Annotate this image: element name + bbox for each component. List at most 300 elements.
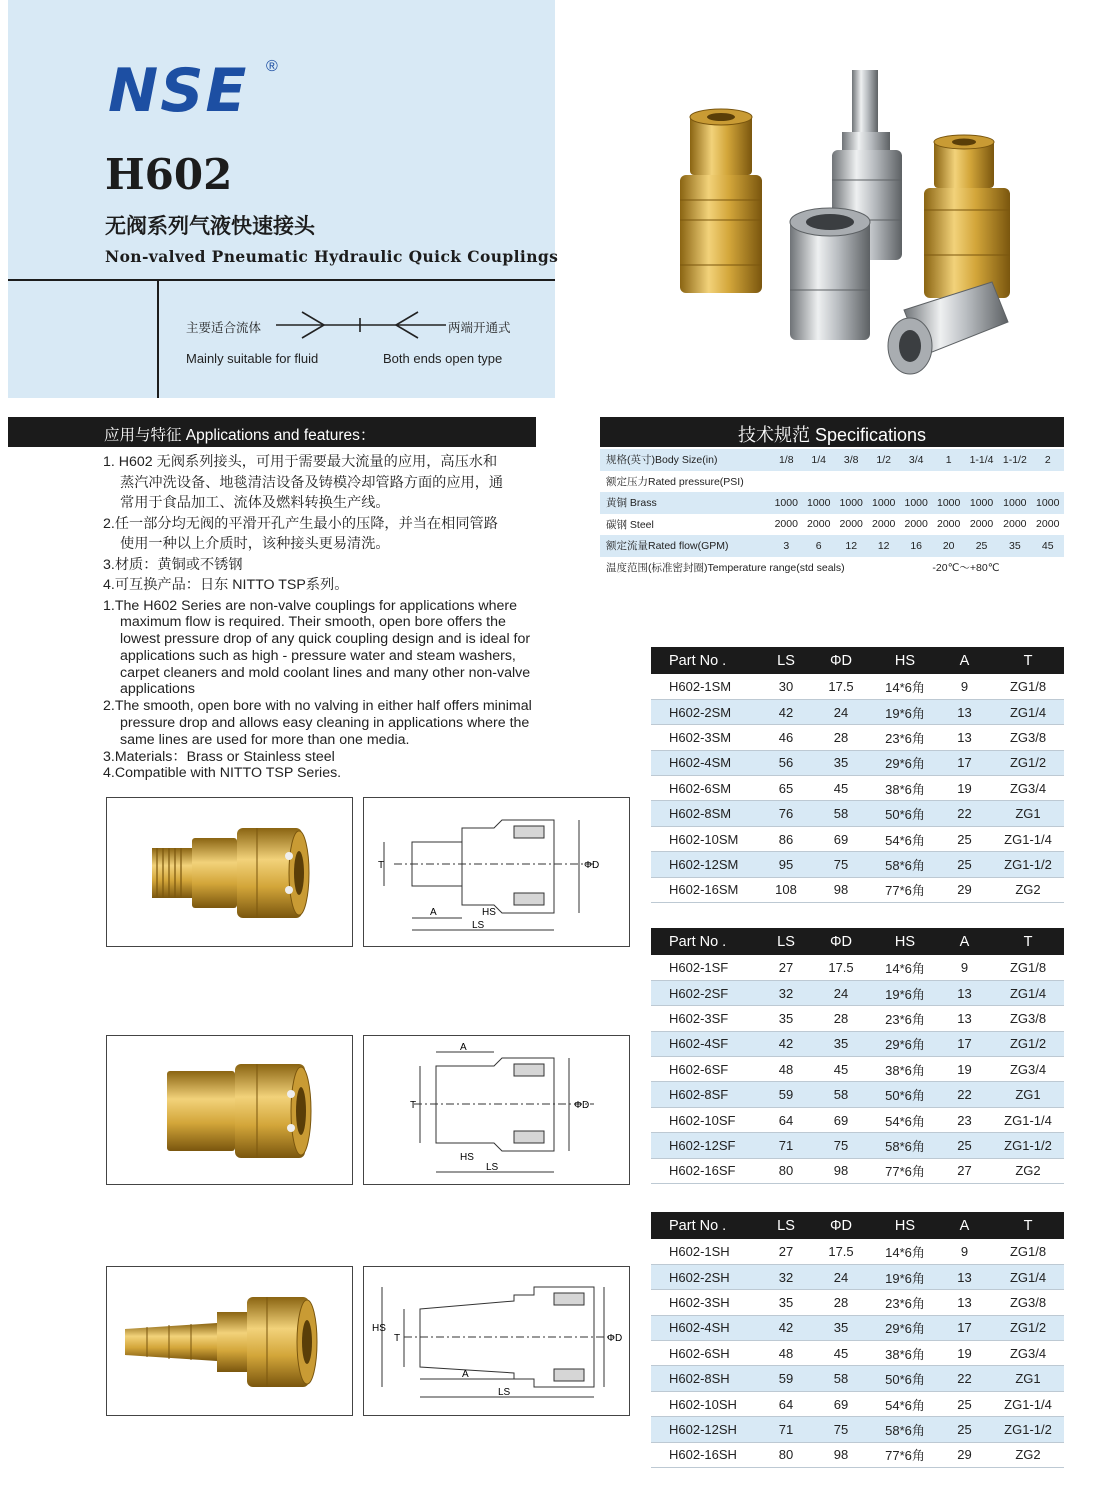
header-vertical-divider <box>157 281 159 398</box>
cell-ls: 42 <box>763 1031 809 1056</box>
spec-cell: 1/4 <box>802 449 834 471</box>
cell-ls: 71 <box>763 1133 809 1158</box>
dim-label-hs: HS <box>482 907 496 918</box>
table-row <box>651 1057 1064 1082</box>
cell-part-no: H602-3SF <box>651 1006 763 1031</box>
cell-hs: 19*6角 <box>873 699 937 724</box>
spec-label: 碳钢 Steel <box>600 514 770 536</box>
cell-t: ZG3/4 <box>992 1341 1064 1366</box>
cell-a: 13 <box>937 1290 992 1315</box>
cell-part-no: H602-3SM <box>651 725 763 750</box>
table-row <box>651 801 1064 826</box>
app-en-2-line1: 2.The smooth, open bore with no valving in either half offers minimal <box>103 698 532 715</box>
table-row <box>651 1366 1064 1391</box>
spec-cell: 1000 <box>932 492 964 514</box>
cell-ls: 30 <box>763 674 809 699</box>
product-photo <box>672 60 1052 390</box>
cell-a: 19 <box>937 1057 992 1082</box>
cell-a: 9 <box>937 955 992 980</box>
dim-label-t: T <box>394 1333 401 1344</box>
cell-hs: 14*6角 <box>873 955 937 980</box>
app-en-1-line1: 1.The H602 Series are non-valve couplings for applications where <box>103 597 518 614</box>
col-d: ΦD <box>809 647 873 674</box>
cell-t: ZG1 <box>992 1366 1064 1391</box>
spec-cell: 2000 <box>1031 514 1064 536</box>
fluid-label-en: Mainly suitable for fluid <box>186 351 319 366</box>
part-table-header <box>651 1212 1064 1239</box>
cell-d: 35 <box>809 1315 873 1340</box>
cell-ls: 108 <box>763 877 809 902</box>
cell-a: 29 <box>937 1442 992 1467</box>
col-part-no: Part No . <box>651 928 763 955</box>
app-en-3: 3.Materials：Brass or Stainless steel <box>103 748 335 765</box>
table-row <box>651 1031 1064 1056</box>
cell-t: ZG1-1/2 <box>992 1417 1064 1442</box>
cell-d: 75 <box>809 1133 873 1158</box>
cell-t: ZG1/2 <box>992 750 1064 775</box>
cell-part-no: H602-12SH <box>651 1417 763 1442</box>
table-row <box>651 955 1064 980</box>
cell-hs: 58*6角 <box>873 1133 937 1158</box>
cell-t: ZG3/8 <box>992 725 1064 750</box>
cell-d: 35 <box>809 1031 873 1056</box>
cell-a: 29 <box>937 877 992 902</box>
cell-part-no: H602-6SH <box>651 1341 763 1366</box>
cell-t: ZG3/4 <box>992 1057 1064 1082</box>
cell-ls: 64 <box>763 1107 809 1132</box>
table-row <box>651 980 1064 1005</box>
cell-ls: 64 <box>763 1391 809 1416</box>
col-a: A <box>937 647 992 674</box>
cell-ls: 35 <box>763 1006 809 1031</box>
table-row <box>651 826 1064 851</box>
drawing-sf <box>363 1035 630 1185</box>
dim-label-t: T <box>378 860 385 871</box>
cell-part-no: H602-10SM <box>651 826 763 851</box>
cell-a: 13 <box>937 1264 992 1289</box>
part-table-header <box>651 928 1064 955</box>
cell-ls: 76 <box>763 801 809 826</box>
cell-a: 19 <box>937 776 992 801</box>
spec-row-brass <box>600 492 1064 514</box>
cell-ls: 80 <box>763 1442 809 1467</box>
cell-a: 13 <box>937 980 992 1005</box>
spec-cell: 1/2 <box>867 449 899 471</box>
cell-a: 25 <box>937 1391 992 1416</box>
spec-cell: 2000 <box>835 514 867 536</box>
photo-sm <box>106 797 353 947</box>
cell-a: 25 <box>937 1417 992 1442</box>
spec-temperature-value: -20℃～+80℃ <box>932 557 1064 579</box>
cell-t: ZG1/4 <box>992 699 1064 724</box>
cell-d: 17.5 <box>809 1239 873 1264</box>
table-row <box>651 1239 1064 1264</box>
cell-ls: 48 <box>763 1341 809 1366</box>
app-en-1-line5: carpet cleaners and mold coolant lines and many other non-valve <box>120 664 531 681</box>
spec-cell: 2000 <box>802 514 834 536</box>
spec-cell: 3 <box>770 535 802 557</box>
cell-ls: 65 <box>763 776 809 801</box>
spec-cell: 6 <box>802 535 834 557</box>
table-row <box>651 1315 1064 1340</box>
cell-hs: 29*6角 <box>873 750 937 775</box>
applications-heading: 应用与特征 Applications and features： <box>8 417 536 447</box>
brand-logo: NSE <box>108 56 249 126</box>
cell-a: 17 <box>937 750 992 775</box>
spec-cell: 2000 <box>932 514 964 536</box>
cell-ls: 95 <box>763 852 809 877</box>
part-table-sm <box>651 647 1064 903</box>
app-en-1-line2: maximum flow is required. Their smooth, open bore offers the <box>120 614 506 631</box>
cell-part-no: H602-10SH <box>651 1391 763 1416</box>
col-d: ΦD <box>809 1212 873 1239</box>
spec-cell: 20 <box>932 535 964 557</box>
col-ls: LS <box>763 647 809 674</box>
drawing-sh <box>363 1266 630 1416</box>
cell-part-no: H602-2SM <box>651 699 763 724</box>
spec-cell: 25 <box>965 535 998 557</box>
col-hs: HS <box>873 1212 937 1239</box>
app-cn-2-line1: 2.任一部分均无阀的平滑开孔产生最小的压降，并当在相同管路 <box>103 515 498 532</box>
app-cn-4: 4.可互换产品：日东 NITTO TSP系列。 <box>103 577 349 593</box>
cell-hs: 77*6角 <box>873 877 937 902</box>
cell-part-no: H602-2SF <box>651 980 763 1005</box>
dim-label-a: A <box>430 907 437 918</box>
cell-t: ZG1-1/4 <box>992 1107 1064 1132</box>
cell-a: 13 <box>937 725 992 750</box>
col-part-no: Part No . <box>651 647 763 674</box>
dim-label-hs: HS <box>372 1323 386 1334</box>
table-row <box>651 1264 1064 1289</box>
cell-a: 25 <box>937 826 992 851</box>
spec-label: 黄铜 Brass <box>600 492 770 514</box>
cell-a: 22 <box>937 1366 992 1391</box>
dim-label-ls: LS <box>472 920 485 931</box>
cell-d: 69 <box>809 826 873 851</box>
dim-label-t: T <box>410 1100 417 1111</box>
cell-t: ZG1 <box>992 801 1064 826</box>
cell-hs: 54*6角 <box>873 1107 937 1132</box>
dim-label-d: ΦD <box>574 1100 590 1111</box>
photo-sf <box>106 1035 353 1185</box>
cell-t: ZG1-1/4 <box>992 826 1064 851</box>
col-a: A <box>937 928 992 955</box>
table-row <box>651 1442 1064 1467</box>
cell-hs: 19*6角 <box>873 980 937 1005</box>
header-divider <box>8 279 555 281</box>
cell-hs: 14*6角 <box>873 1239 937 1264</box>
cell-part-no: H602-8SH <box>651 1366 763 1391</box>
cell-a: 23 <box>937 1107 992 1132</box>
cell-hs: 38*6角 <box>873 1341 937 1366</box>
spec-cell: 3/4 <box>900 449 932 471</box>
app-cn-1-line3: 常用于食品加工、流体及燃料转换生产线。 <box>120 495 390 511</box>
table-row <box>651 1158 1064 1183</box>
cell-hs: 23*6角 <box>873 1290 937 1315</box>
spec-cell: 12 <box>835 535 867 557</box>
registered-mark: ® <box>266 58 278 75</box>
spec-cell: 1000 <box>998 492 1031 514</box>
col-t: T <box>992 1212 1064 1239</box>
cell-part-no: H602-16SF <box>651 1158 763 1183</box>
col-hs: HS <box>873 647 937 674</box>
cell-a: 25 <box>937 852 992 877</box>
cell-t: ZG1-1/2 <box>992 1133 1064 1158</box>
app-cn-2-line2: 使用一种以上介质时，该种接头更易清洗。 <box>120 536 390 552</box>
cell-hs: 38*6角 <box>873 1057 937 1082</box>
dim-label-a: A <box>462 1369 469 1380</box>
app-en-2-line3: same lines are used for more than one media. <box>120 731 410 748</box>
cell-ls: 46 <box>763 725 809 750</box>
app-cn-3: 3.材质：黄铜或不锈钢 <box>103 556 243 573</box>
spec-cell: 1000 <box>900 492 932 514</box>
spec-cell: 1000 <box>770 492 802 514</box>
cell-part-no: H602-4SH <box>651 1315 763 1340</box>
cell-hs: 50*6角 <box>873 801 937 826</box>
dim-label-d: ΦD <box>584 860 600 871</box>
cell-hs: 38*6角 <box>873 776 937 801</box>
cell-ls: 35 <box>763 1290 809 1315</box>
cell-a: 19 <box>937 1341 992 1366</box>
spec-cell: 1 <box>932 449 964 471</box>
cell-a: 22 <box>937 1082 992 1107</box>
product-title-cn: 无阀系列气液快速接头 <box>105 213 315 238</box>
cell-d: 45 <box>809 1057 873 1082</box>
product-title-en: Non-valved Pneumatic Hydraulic Quick Couplings <box>105 247 559 266</box>
cell-d: 17.5 <box>809 674 873 699</box>
dim-label-d: ΦD <box>607 1333 623 1344</box>
app-en-1-line3: lowest pressure drop of any quick coupling design and is ideal for <box>120 631 531 648</box>
spec-cell: 2000 <box>965 514 998 536</box>
app-en-4: 4.Compatible with NITTO TSP Series. <box>103 765 342 782</box>
cell-a: 13 <box>937 1006 992 1031</box>
spec-cell: 1000 <box>1031 492 1064 514</box>
col-t: T <box>992 647 1064 674</box>
spec-label: 额定流量Rated flow(GPM) <box>600 535 770 557</box>
cell-part-no: H602-6SF <box>651 1057 763 1082</box>
cell-part-no: H602-12SM <box>651 852 763 877</box>
cell-d: 69 <box>809 1391 873 1416</box>
cell-part-no: H602-1SF <box>651 955 763 980</box>
spec-label: 额定压力Rated pressure(PSI) <box>600 471 1064 493</box>
col-hs: HS <box>873 928 937 955</box>
cell-t: ZG3/4 <box>992 776 1064 801</box>
cell-d: 98 <box>809 877 873 902</box>
cell-t: ZG1/8 <box>992 955 1064 980</box>
cell-t: ZG1/8 <box>992 1239 1064 1264</box>
open-type-symbol-icon <box>276 308 446 344</box>
cell-d: 35 <box>809 750 873 775</box>
cell-d: 58 <box>809 1082 873 1107</box>
photo-sh <box>106 1266 353 1416</box>
cell-hs: 29*6角 <box>873 1315 937 1340</box>
cell-part-no: H602-1SH <box>651 1239 763 1264</box>
app-en-1-line4: applications such as high - pressure water and steam washers, <box>120 647 516 664</box>
cell-hs: 23*6角 <box>873 725 937 750</box>
table-row <box>651 1006 1064 1031</box>
cell-ls: 42 <box>763 699 809 724</box>
cell-d: 58 <box>809 1366 873 1391</box>
spec-row-flow <box>600 535 1064 557</box>
drawing-sm <box>363 797 630 947</box>
part-table-sh <box>651 1212 1064 1468</box>
brass-coupling-hose-barb-icon <box>107 1267 354 1417</box>
specifications-heading: 技术规范 Specifications <box>600 417 1064 447</box>
col-ls: LS <box>763 1212 809 1239</box>
cell-hs: 58*6角 <box>873 852 937 877</box>
cell-ls: 86 <box>763 826 809 851</box>
cell-hs: 29*6角 <box>873 1031 937 1056</box>
dim-label-ls: LS <box>486 1162 499 1173</box>
cell-part-no: H602-8SM <box>651 801 763 826</box>
cell-t: ZG2 <box>992 1158 1064 1183</box>
open-type-label-cn: 两端开通式 <box>448 321 511 335</box>
cell-d: 28 <box>809 1006 873 1031</box>
cell-ls: 80 <box>763 1158 809 1183</box>
cell-d: 17.5 <box>809 955 873 980</box>
cell-d: 45 <box>809 1341 873 1366</box>
spec-cell: 1000 <box>835 492 867 514</box>
cell-hs: 77*6角 <box>873 1158 937 1183</box>
cell-d: 24 <box>809 980 873 1005</box>
cell-ls: 27 <box>763 955 809 980</box>
cell-ls: 59 <box>763 1366 809 1391</box>
cell-a: 17 <box>937 1031 992 1056</box>
spec-row-size <box>600 449 1064 471</box>
cell-part-no: H602-16SH <box>651 1442 763 1467</box>
spec-cell: 35 <box>998 535 1031 557</box>
table-row <box>651 750 1064 775</box>
cell-part-no: H602-4SM <box>651 750 763 775</box>
spec-cell: 2000 <box>900 514 932 536</box>
applications-text <box>103 452 608 782</box>
spec-cell: 2000 <box>770 514 802 536</box>
brass-coupling-male-thread-icon <box>107 798 354 948</box>
spec-cell: 2000 <box>867 514 899 536</box>
cell-part-no: H602-1SM <box>651 674 763 699</box>
spec-cell: 45 <box>1031 535 1064 557</box>
cell-ls: 56 <box>763 750 809 775</box>
cell-ls: 48 <box>763 1057 809 1082</box>
cell-d: 24 <box>809 1264 873 1289</box>
table-row <box>651 699 1064 724</box>
cell-a: 22 <box>937 801 992 826</box>
dim-label-ls: LS <box>498 1387 511 1398</box>
cell-ls: 27 <box>763 1239 809 1264</box>
table-row <box>651 1391 1064 1416</box>
cell-part-no: H602-2SH <box>651 1264 763 1289</box>
cell-t: ZG3/8 <box>992 1290 1064 1315</box>
cell-hs: 54*6角 <box>873 826 937 851</box>
cell-part-no: H602-12SF <box>651 1133 763 1158</box>
dim-label-a: A <box>460 1042 467 1053</box>
cell-part-no: H602-8SF <box>651 1082 763 1107</box>
cell-ls: 42 <box>763 1315 809 1340</box>
specifications-table <box>600 449 1064 578</box>
app-en-2-line2: pressure drop and allows easy cleaning in applications where the <box>120 715 530 732</box>
spec-cell: 2000 <box>998 514 1031 536</box>
table-row <box>651 725 1064 750</box>
cell-d: 98 <box>809 1158 873 1183</box>
cell-d: 24 <box>809 699 873 724</box>
cell-hs: 58*6角 <box>873 1417 937 1442</box>
cell-a: 9 <box>937 1239 992 1264</box>
cell-d: 75 <box>809 852 873 877</box>
table-row <box>651 877 1064 902</box>
cell-t: ZG1/2 <box>992 1031 1064 1056</box>
cell-hs: 77*6角 <box>873 1442 937 1467</box>
col-a: A <box>937 1212 992 1239</box>
col-t: T <box>992 928 1064 955</box>
spec-cell: 1000 <box>802 492 834 514</box>
cell-t: ZG1/8 <box>992 674 1064 699</box>
cell-a: 25 <box>937 1133 992 1158</box>
spec-row-pressure <box>600 471 1064 493</box>
spec-cell: 1000 <box>867 492 899 514</box>
spec-cell: 1000 <box>965 492 998 514</box>
cell-hs: 54*6角 <box>873 1391 937 1416</box>
cell-part-no: H602-4SF <box>651 1031 763 1056</box>
table-row <box>651 852 1064 877</box>
part-table-sf <box>651 928 1064 1184</box>
app-cn-1-line1: 1. H602 无阀系列接头，可用于需要最大流量的应用，高压水和 <box>103 454 498 470</box>
fluid-label-cn: 主要适合流体 <box>186 321 262 335</box>
cell-t: ZG3/8 <box>992 1006 1064 1031</box>
spec-row-steel <box>600 514 1064 536</box>
cell-ls: 59 <box>763 1082 809 1107</box>
table-row <box>651 1290 1064 1315</box>
open-type-label-en: Both ends open type <box>383 351 503 366</box>
cell-t: ZG1/4 <box>992 1264 1064 1289</box>
cell-ls: 71 <box>763 1417 809 1442</box>
cell-t: ZG1-1/4 <box>992 1391 1064 1416</box>
cell-hs: 50*6角 <box>873 1082 937 1107</box>
spec-cell: 1-1/4 <box>965 449 998 471</box>
brass-coupling-female-thread-icon <box>107 1036 354 1186</box>
spec-cell: 1-1/2 <box>998 449 1031 471</box>
cell-d: 28 <box>809 1290 873 1315</box>
table-row <box>651 1082 1064 1107</box>
col-d: ΦD <box>809 928 873 955</box>
cell-d: 75 <box>809 1417 873 1442</box>
cell-hs: 14*6角 <box>873 674 937 699</box>
cell-d: 98 <box>809 1442 873 1467</box>
cell-d: 58 <box>809 801 873 826</box>
cell-hs: 50*6角 <box>873 1366 937 1391</box>
spec-cell: 1/8 <box>770 449 802 471</box>
spec-row-temperature <box>600 557 1064 579</box>
col-part-no: Part No . <box>651 1212 763 1239</box>
spec-label: 温度范围(标准密封圈)Temperature range(std seals) <box>600 557 932 579</box>
cell-part-no: H602-6SM <box>651 776 763 801</box>
spec-cell: 3/8 <box>835 449 867 471</box>
table-row <box>651 1133 1064 1158</box>
cell-ls: 32 <box>763 980 809 1005</box>
cell-d: 45 <box>809 776 873 801</box>
table-row <box>651 1341 1064 1366</box>
model-title: H602 <box>105 150 233 199</box>
cell-a: 9 <box>937 674 992 699</box>
part-table-header <box>651 647 1064 674</box>
cell-t: ZG2 <box>992 877 1064 902</box>
app-en-1-line6: applications <box>120 681 195 698</box>
cell-a: 17 <box>937 1315 992 1340</box>
cell-d: 28 <box>809 725 873 750</box>
dim-label-hs: HS <box>460 1152 474 1163</box>
cell-part-no: H602-10SF <box>651 1107 763 1132</box>
cell-ls: 32 <box>763 1264 809 1289</box>
table-row <box>651 1417 1064 1442</box>
